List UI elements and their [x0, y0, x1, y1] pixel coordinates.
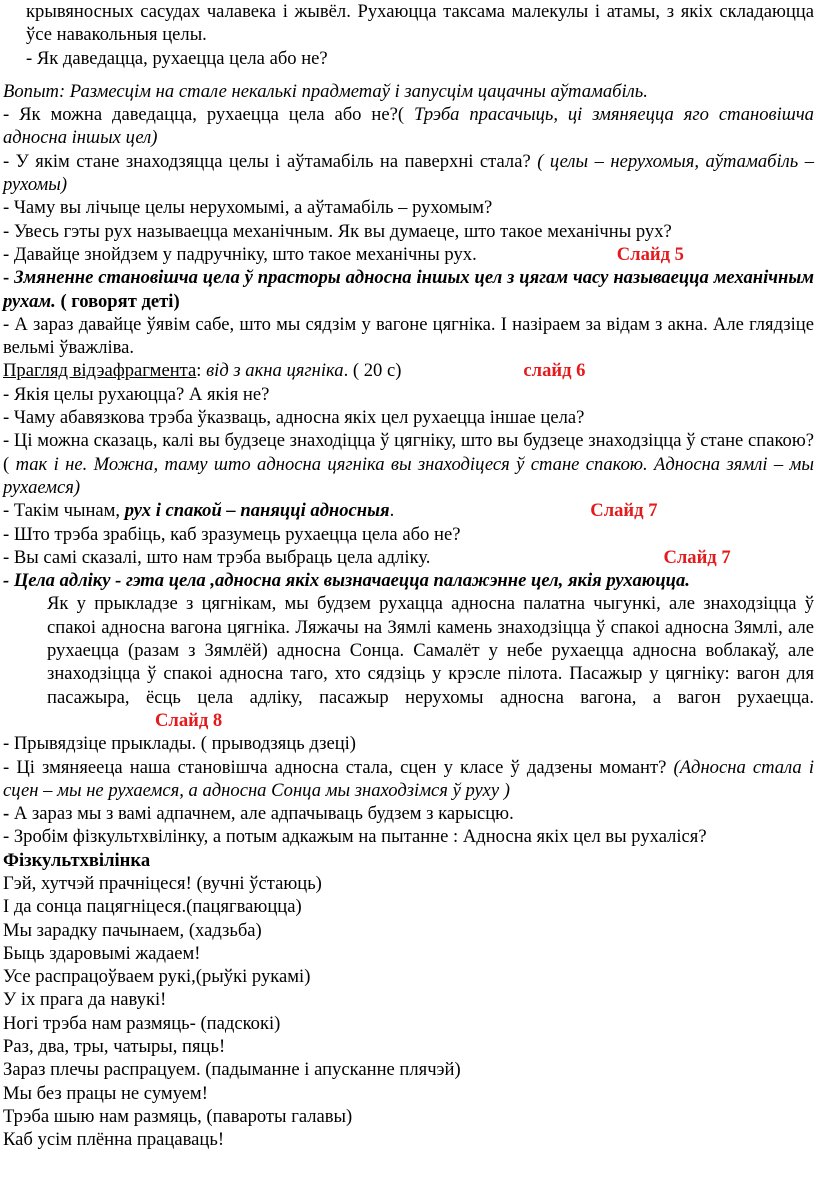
intro-paragraph	[0, 0, 816, 47]
poem-line-text: Быць здаровымі жадаем!	[3, 942, 201, 964]
dialog-q15	[0, 825, 816, 848]
poem-line-text: Раз, два, тры, чатыры, пяць!	[3, 1036, 226, 1058]
poem-line-text: Мы без працы не сумуем!	[3, 1082, 208, 1104]
dialog-q2	[0, 150, 816, 197]
experiment-title-text: Вопыт: Размесцім на стале некалькі прадметаў і запусцім цацачны аўтамабіль.	[3, 80, 648, 102]
dialog-q12	[0, 732, 816, 755]
q4-text: - Увесь гэты рух называецца механічным. Як вы думаеце, што такое механічны рух?	[3, 220, 672, 242]
video-title: від з акна цягніка	[206, 360, 344, 382]
exercise-poem	[0, 849, 816, 1152]
dialog-q8	[0, 429, 816, 499]
example-text: Як у прыкладзе з цягнікам, мы будзем рухацца адносна палатна чыгункі, але знаходзіцца ў спакоі адносна вагона цягніка. Ляжачы на Зямлі камень знаходзіцца ў спакоі адносна Зямлі, але рухаецца (разам з Зямлёй) адносна Сонца. Самалёт у небе рухаецца адносна воблакаў, але знаходзіцца ў спакоі адносна таго, хто сядзіць у крэсле пілота. Пасажыр у цягніку: вагон для пасажыра, ёсць цела адліку, пасажыр нерухомы адносна вагона, а вагон рухаецца.	[47, 593, 814, 708]
dialog-q1	[0, 103, 816, 150]
poem-line	[0, 988, 816, 1011]
poem-line	[0, 1035, 816, 1058]
reference-body-text: - Цела адліку - гэта цела ,адносна якіх вызначаецца палажэнне цел, якія рухаюцца.	[3, 570, 690, 592]
q1-hint: Трэба прасачыць, ці змяняецца яго становішча адносна іншых цел)	[3, 104, 814, 149]
train-intro	[0, 313, 816, 360]
dialog-q14	[0, 802, 816, 825]
q11-text: - Вы самі сказалі, што нам трэба выбраць цела адліку.	[3, 546, 431, 568]
dialog-q13	[0, 756, 816, 803]
slide-6-label: слайд 6	[523, 360, 586, 382]
q13-hint: (Адносна стала і сцен – мы не рухаемся, а адносна Сонца мы знаходзімся ў руху )	[3, 756, 814, 801]
train-intro-text: - А зараз давайце ўявім сабе, што мы сядзім у вагоне цягніка. І назіраем за відам з акна. Але глядзіце вельмі ўважліва.	[3, 313, 814, 359]
poem-heading-text: Фізкультхвілінка	[3, 849, 151, 871]
poem-line-text: Зараз плечы распрацуем. (падыманне і апусканне плячэй)	[3, 1059, 461, 1081]
reference-body-definition	[0, 569, 816, 592]
dialog-q7	[0, 406, 816, 429]
poem-line-text: Трэба шыю нам размяць, (павароты галавы)	[3, 1105, 353, 1127]
poem-line	[0, 1105, 816, 1128]
slide-7b-label: Слайд 7	[663, 546, 731, 568]
poem-line	[0, 895, 816, 918]
dialog-q11	[0, 546, 816, 569]
intro-text: крывяносных сасудах чалавека і жывёл. Рухаюцца таксама малекулы і атамы, з якіх складаюцца ўсе навакольныя целы.	[26, 1, 814, 46]
poem-line-text: У іх прага да навукі!	[3, 989, 167, 1011]
dialog-q9	[0, 499, 816, 522]
q2-hint: ( целы – нерухомыя, аўтамабіль – рухомы)	[3, 150, 814, 196]
mechanical-motion-definition	[0, 266, 816, 313]
video-colon: :	[196, 360, 207, 382]
dialog-q6	[0, 383, 816, 406]
dialog-q10	[0, 523, 816, 546]
definition-text: Змяненне становішча цела ў прасторы адносна іншых цел з цягам часу называецца механічным рухам.	[3, 267, 814, 312]
poem-heading	[0, 849, 816, 872]
poem-line-text: Гэй, хутчэй прачніцеся! (вучні ўстаюць)	[3, 872, 322, 894]
intro-question	[0, 47, 816, 70]
q15-text: - Зробім фізкультхвілінку, а потым адкажым на пытанне : Адносна якіх цел вы рухаліся?	[3, 826, 707, 848]
slide-5-label: Слайд 5	[616, 243, 684, 265]
q9-bold: рух і спакой – паняцці адносныя	[124, 500, 390, 522]
q13-text: - Ці змяняеецa наша становішча адносна стала, сцен у класе ў дадзены момант?	[3, 756, 667, 778]
video-line	[0, 359, 816, 382]
poem-line	[0, 1012, 816, 1035]
definition-note: ( говорят деті)	[55, 290, 180, 312]
q2-text: - У якім стане знаходзяцца целы і аўтамабіль на паверхні стала?	[3, 150, 531, 172]
dialog-q3	[0, 196, 816, 219]
q10-text: - Што трэба зрабіць, каб зразумець рухаецца цела або не?	[3, 523, 461, 545]
poem-line-text: Ногі трэба нам размяць- (падскокі)	[3, 1012, 281, 1034]
poem-line	[0, 1128, 816, 1151]
q9-pre: - Такім чынам,	[3, 500, 125, 522]
q5-text: - Давайце знойдзем у падручніку, што такое механічны рух.	[3, 243, 477, 265]
q12-text: - Прывядзіце прыклады. ( прыводзяць дзеці)	[3, 733, 356, 755]
q8-hint: так і не. Можна, таму што адносна цягніка вы знаходіцеся ў стане спакою. Адносна зямлі – мы рухаемся)	[3, 453, 814, 498]
q6-text: - Якія целы рухаюцца? А якія не?	[3, 383, 270, 405]
poem-line	[0, 872, 816, 895]
q8-text: - Ці можна сказаць, калі вы будзеце знаходіцца ў цягніку, што вы будзеце знаходзіцца ў стане спакою? (	[3, 430, 814, 475]
poem-line	[0, 942, 816, 965]
poem-line-text: Мы зарадку пачынаем, (хадзьба)	[3, 919, 262, 941]
poem-line	[0, 1058, 816, 1081]
slide-8-label: Слайд 8	[155, 709, 223, 731]
poem-line-text: І да сонца пацягніцеся.(пацягваюцца)	[3, 896, 302, 918]
poem-line	[0, 1082, 816, 1105]
poem-line	[0, 965, 816, 988]
dialog-q4	[0, 220, 816, 243]
q14-dash: -	[3, 803, 10, 825]
q9-end: .	[389, 500, 395, 522]
poem-line	[0, 919, 816, 942]
q3-text: - Чаму вы лічыце целы нерухомымі, а аўтамабіль – рухомым?	[3, 197, 493, 219]
experiment-title	[0, 80, 816, 103]
poem-line-text: Каб усім плённа працаваць!	[3, 1129, 225, 1151]
slide-7a-label: Слайд 7	[590, 500, 658, 522]
q7-text: - Чаму абавязкова трэба ўказваць, адносна якіх цел рухаецца іншае цела?	[3, 407, 585, 429]
definition-dash: -	[3, 267, 15, 289]
example-paragraph	[0, 592, 816, 732]
q14-text: А зараз мы з вамі адпачнем, але адпачываць будзем з карысцю.	[9, 803, 514, 825]
dialog-q5	[0, 243, 816, 266]
poem-line-text: Усе распрацоўваем рукі,(рыўкі рукамі)	[3, 966, 311, 988]
video-duration: . ( 20 с)	[343, 360, 402, 382]
intro-question-text: - Як даведацца, рухаецца цела або не?	[26, 47, 328, 69]
video-label: Прагляд відэафрагмента	[3, 360, 197, 382]
q1-text: - Як можна даведацца, рухаецца цела або не?(	[3, 104, 405, 126]
